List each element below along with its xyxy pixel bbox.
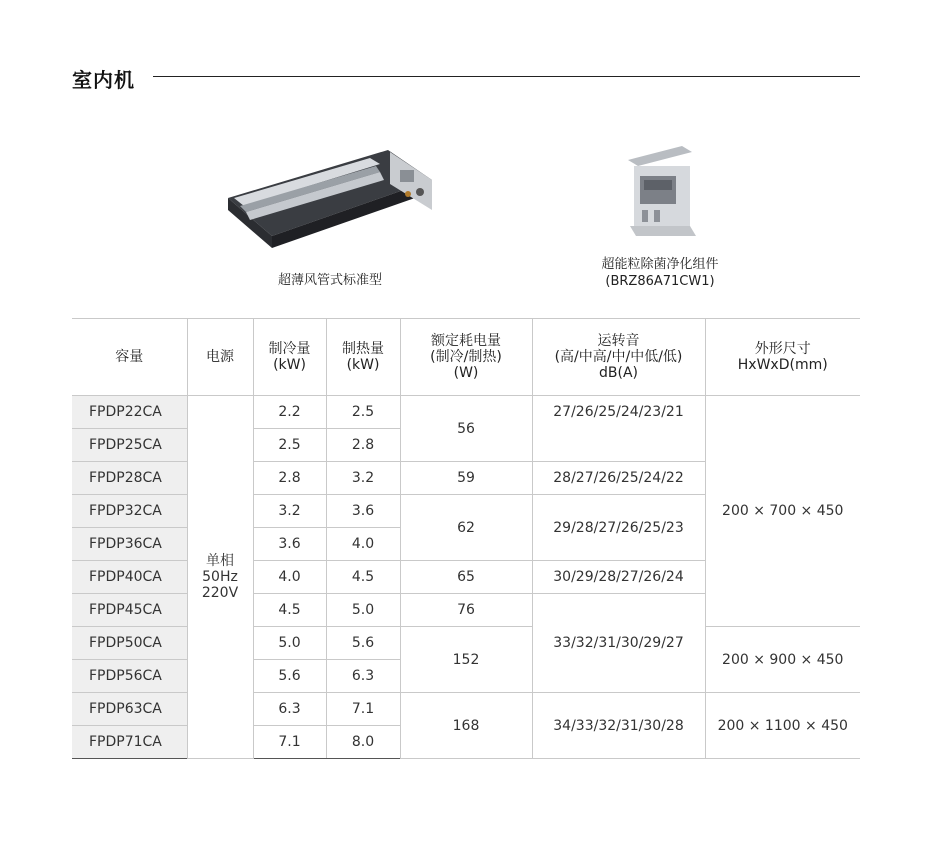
dimensions-cell: 200 × 700 × 450 — [705, 396, 860, 627]
header-power: 电源 — [187, 319, 253, 396]
spec-table — [72, 318, 860, 759]
model-cell: FPDP56CA — [72, 660, 187, 693]
header-dimensions: 外形尺寸 HxWxD(mm) — [705, 319, 860, 396]
header-row — [72, 319, 860, 396]
header-heating: 制热量 (kW) — [326, 319, 400, 396]
title-divider — [153, 76, 860, 77]
rated-power-cell: 65 — [400, 561, 532, 594]
rated-power-cell: 62 — [400, 495, 532, 561]
heating-cell: 6.3 — [326, 660, 400, 693]
model-cell: FPDP22CA — [72, 396, 187, 429]
rated-power-cell: 76 — [400, 594, 532, 627]
rated-power-cell: 168 — [400, 693, 532, 759]
header-rated-power: 额定耗电量 (制冷/制热) (W) — [400, 319, 532, 396]
heating-cell: 8.0 — [326, 726, 400, 759]
product-purifier-module — [570, 140, 750, 290]
dimensions-cell: 200 × 1100 × 450 — [705, 693, 860, 759]
noise-cell: 30/29/28/27/26/24 — [532, 561, 705, 594]
noise-cell: 27/26/25/24/23/21 — [532, 396, 705, 462]
header-capacity: 容量 — [72, 319, 187, 396]
model-cell: FPDP40CA — [72, 561, 187, 594]
purifier-module-image — [620, 140, 700, 240]
cooling-cell: 2.2 — [253, 396, 326, 429]
cooling-cell: 3.6 — [253, 528, 326, 561]
heating-cell: 5.6 — [326, 627, 400, 660]
rated-power-cell: 152 — [400, 627, 532, 693]
noise-cell: 34/33/32/31/30/28 — [532, 693, 705, 759]
cooling-cell: 7.1 — [253, 726, 326, 759]
cooling-cell: 4.0 — [253, 561, 326, 594]
rated-power-cell: 56 — [400, 396, 532, 462]
cooling-cell: 5.6 — [253, 660, 326, 693]
dimensions-cell: 200 × 900 × 450 — [705, 627, 860, 693]
model-cell: FPDP36CA — [72, 528, 187, 561]
product-name: 超能粒除菌净化组件 — [601, 257, 719, 272]
product-ducted-unit — [210, 140, 450, 289]
power-supply-cell: 单相 50Hz 220V — [187, 396, 253, 759]
model-cell: FPDP32CA — [72, 495, 187, 528]
model-cell: FPDP45CA — [72, 594, 187, 627]
header-noise: 运转音 (高/中高/中/中低/低) dB(A) — [532, 319, 705, 396]
header-cooling: 制冷量 (kW) — [253, 319, 326, 396]
heating-cell: 4.5 — [326, 561, 400, 594]
table-row — [72, 396, 860, 429]
heating-cell: 2.5 — [326, 396, 400, 429]
cooling-cell: 2.8 — [253, 462, 326, 495]
product-code: (BRZ86A71CW1) — [605, 274, 715, 289]
section-title: 室内机 — [72, 68, 135, 92]
model-cell: FPDP63CA — [72, 693, 187, 726]
model-cell: FPDP25CA — [72, 429, 187, 462]
noise-cell: 28/27/26/25/24/22 — [532, 462, 705, 495]
heating-cell: 2.8 — [326, 429, 400, 462]
noise-cell: 29/28/27/26/25/23 — [532, 495, 705, 561]
noise-cell: 33/32/31/30/29/27 — [532, 594, 705, 693]
heating-cell: 3.6 — [326, 495, 400, 528]
ducted-unit-image — [220, 140, 440, 258]
model-cell: FPDP50CA — [72, 627, 187, 660]
heating-cell: 4.0 — [326, 528, 400, 561]
rated-power-cell: 59 — [400, 462, 532, 495]
heating-cell: 3.2 — [326, 462, 400, 495]
heating-cell: 7.1 — [326, 693, 400, 726]
model-cell: FPDP28CA — [72, 462, 187, 495]
cooling-cell: 6.3 — [253, 693, 326, 726]
cooling-cell: 2.5 — [253, 429, 326, 462]
product-name: 超薄风管式标准型 — [277, 273, 382, 288]
model-cell: FPDP71CA — [72, 726, 187, 759]
cooling-cell: 3.2 — [253, 495, 326, 528]
cooling-cell: 4.5 — [253, 594, 326, 627]
cooling-cell: 5.0 — [253, 627, 326, 660]
heating-cell: 5.0 — [326, 594, 400, 627]
